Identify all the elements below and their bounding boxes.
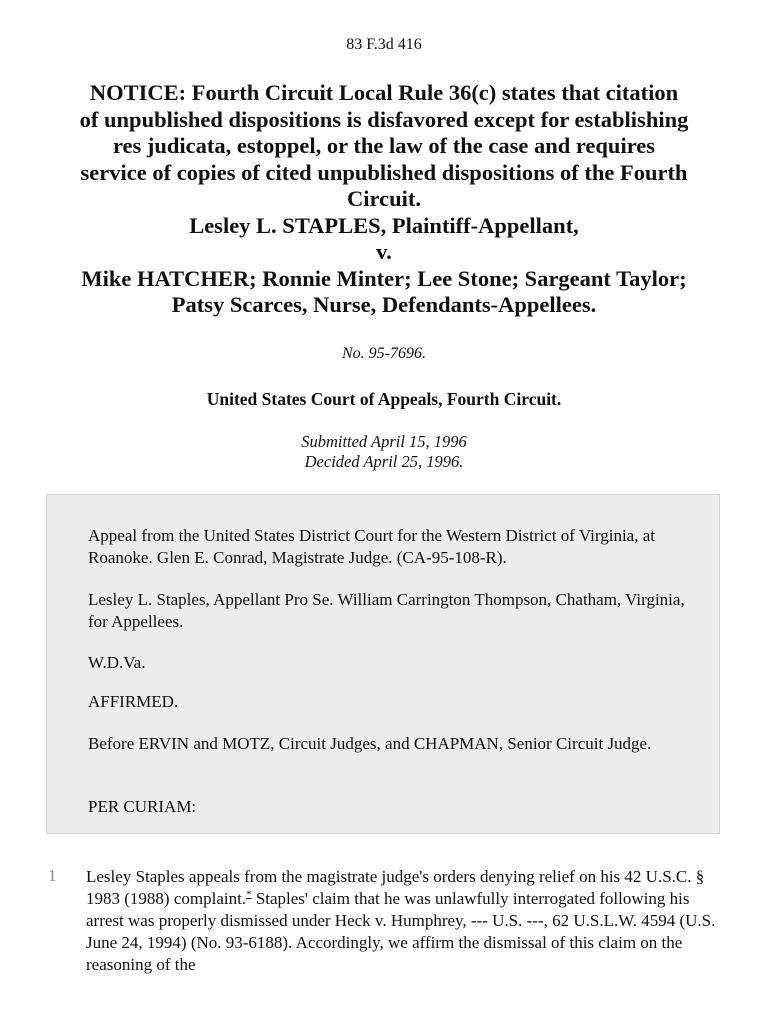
footnote-link[interactable]: * [246,888,252,901]
disposition-text: AFFIRMED. [88,692,179,711]
opinion-text-before-footnote: Lesley Staples appeals from the magistrate judge's orders denying relief on his 42 U.S.C. § 1983 (1988) complaint. [86,867,705,908]
decision-dates [0,432,768,472]
opinion-paragraph [86,866,726,976]
court-name: United States Court of Appeals, Fourth Circuit. [206,389,562,409]
appellees-line: Mike HATCHER; Ronnie Minter; Lee Stone; Sargeant Taylor; [81,265,687,291]
submitted-date: Submitted April 15, 1996 [301,432,467,451]
notice-line: NOTICE: Fourth Circuit Local Rule 36(c) states that citation [89,80,679,105]
case-citation: 83 F.3d 416 [346,36,422,53]
paragraph-number: 1 [48,866,57,885]
appellant-name: Lesley L. STAPLES, Plaintiff-Appellant, [189,212,579,238]
case-heading [40,80,728,319]
notice-line: Circuit. [347,186,421,211]
panel-text: Before ERVIN and MOTZ, Circuit Judges, and CHAPMAN, Senior Circuit Judge. [88,734,652,753]
notice-line: of unpublished dispositions is disfavored except for establishing [79,106,689,132]
appellees-line: Patsy Scarces, Nurse, Defendants-Appellees. [171,292,597,317]
district-text: W.D.Va. [88,653,146,672]
opinion-text-after-footnote: Staples' claim that he was unlawfully interrogated following his arrest was properly dismissed under Heck v. Humphrey, --- U.S. ---, 62 U.S.L.W. 4594 (U.S. June 24, 1994) (No. 93-6188). Accordingly, we affirm the dismissal of this claim on the reasoning of the [86,889,716,974]
versus-label: v. [376,239,392,264]
decided-date: Decided April 25, 1996. [304,452,464,471]
appeal-from-text: Appeal from the United States District Court for the Western District of Virginia, at Roanoke. Glen E. Conrad, Magistrate Judge. (CA-95-108-R). [88,526,655,567]
counsel-text: Lesley L. Staples, Appellant Pro Se. William Carrington Thompson, Chatham, Virginia, for Appellees. [88,590,685,631]
notice-line: res judicata, estoppel, or the law of the case and requires [112,133,656,158]
author-text: PER CURIAM: [88,797,197,816]
case-summary-box [46,494,720,834]
docket-number: No. 95-7696. [342,345,426,362]
notice-line: service of copies of cited unpublished dispositions of the Fourth [80,159,688,185]
